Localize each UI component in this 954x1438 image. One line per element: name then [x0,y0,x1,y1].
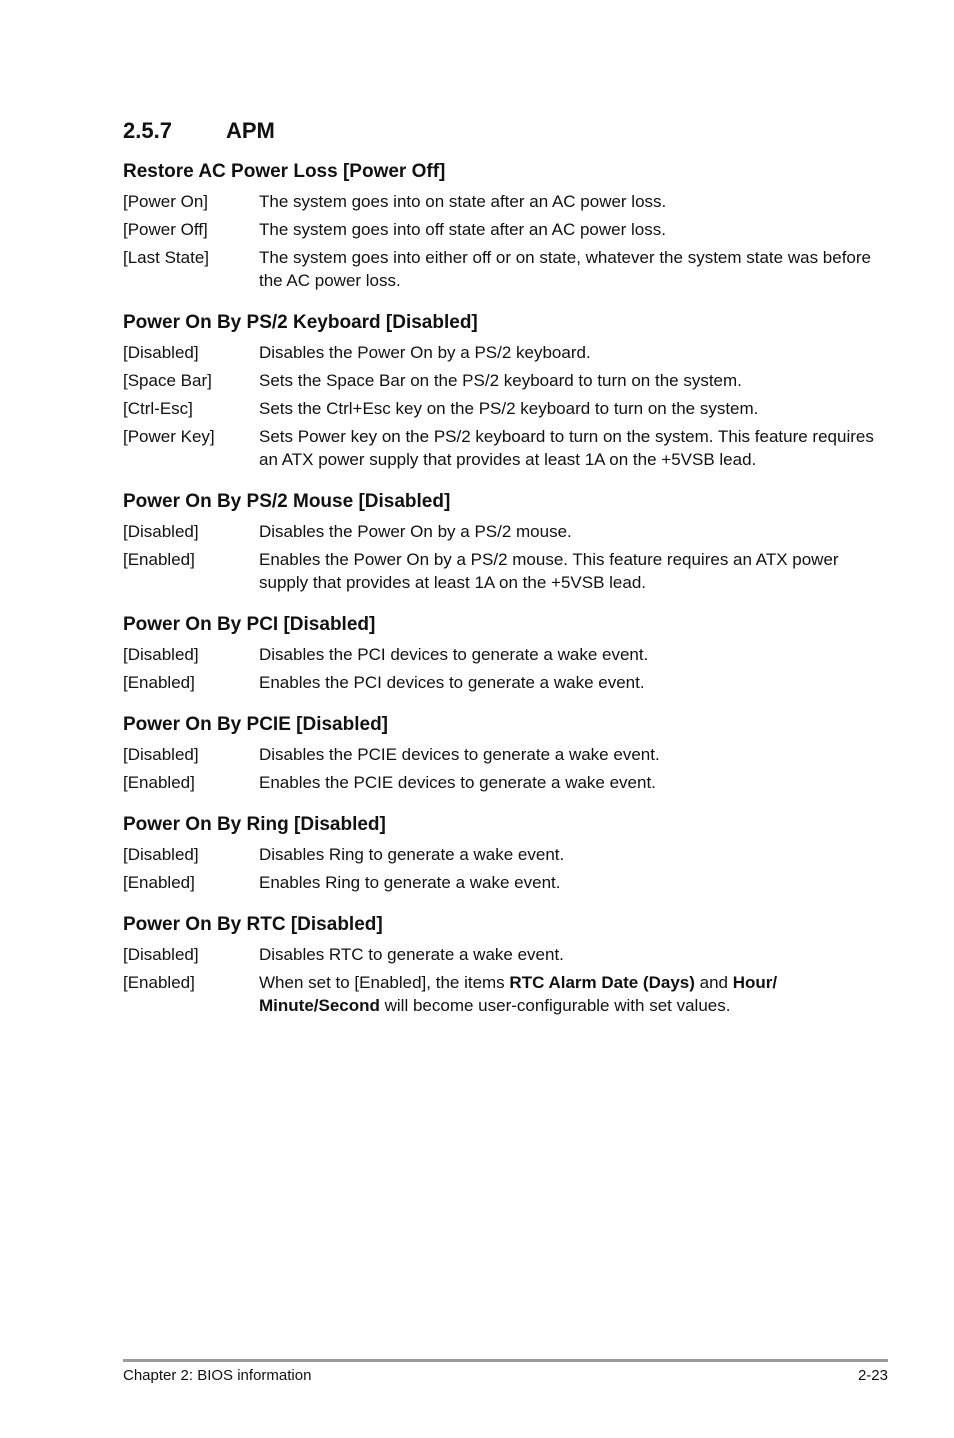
option-description [259,971,888,1017]
option-description: Enables the Power On by a PS/2 mouse. This feature requires an ATX power supply that provides at least 1A on the +5VSB lead. [259,550,839,592]
option-description: Disables the PCI devices to generate a wake event. [259,645,649,664]
manual-page [123,118,888,1036]
option-description: Sets the Ctrl+Esc key on the PS/2 keyboard to turn on the system. [259,399,759,418]
emphasized-item-name: RTC Alarm Date (Days) [509,973,695,992]
option-row [123,246,888,292]
option-row [123,520,888,543]
option-value: [Power Key] [123,427,215,446]
option-row [123,190,888,213]
option-value: [Enabled] [123,873,195,892]
option-value: [Enabled] [123,973,195,992]
option-row [123,548,888,594]
option-row [123,425,888,471]
option-description: Disables the Power On by a PS/2 mouse. [259,522,572,541]
option-value: [Power Off] [123,220,208,239]
setting-block [123,913,888,1017]
option-value: [Last State] [123,248,209,267]
setting-block [123,713,888,794]
option-row [123,671,888,694]
option-row [123,369,888,392]
page-footer [123,1367,888,1384]
option-description: Enables the PCI devices to generate a wake event. [259,673,645,692]
setting-title: Power On By PCIE [Disabled] [123,714,388,735]
option-description: Enables the PCIE devices to generate a wake event. [259,773,656,792]
option-row [123,843,888,866]
option-description: Disables the Power On by a PS/2 keyboard. [259,343,591,362]
option-value: [Power On] [123,192,209,211]
description-text: When set to [Enabled], the items [259,973,510,992]
setting-block [123,613,888,694]
option-description: Enables Ring to generate a wake event. [259,873,561,892]
footer-chapter: Chapter 2: BIOS information [123,1367,312,1384]
setting-title: Power On By Ring [Disabled] [123,814,386,835]
option-row [123,643,888,666]
option-row [123,971,888,1017]
settings-list [123,160,888,1017]
option-row [123,871,888,894]
option-description: Disables the PCIE devices to generate a wake event. [259,745,660,764]
option-value: [Ctrl-Esc] [123,399,193,418]
option-description: Disables Ring to generate a wake event. [259,845,565,864]
setting-block [123,813,888,894]
option-row [123,771,888,794]
option-value: [Disabled] [123,845,199,864]
page-number: 2-23 [857,1367,888,1384]
option-description: Sets Power key on the PS/2 keyboard to turn on the system. This feature requires an ATX power supply that provides at least 1A on the +5VSB lead. [259,427,874,469]
setting-title: Power On By PS/2 Keyboard [Disabled] [123,312,478,333]
setting-block [123,311,888,471]
option-row [123,397,888,420]
option-value: [Disabled] [123,522,199,541]
description-text: will become user-configurable with set values. [379,996,731,1015]
option-row [123,743,888,766]
emphasized-item-name: Hour/ Minute/Second [259,973,782,1015]
setting-block [123,490,888,594]
option-value: [Enabled] [123,673,195,692]
option-value: [Space Bar] [123,371,212,390]
option-value: [Disabled] [123,343,199,362]
option-description: The system goes into off state after an AC power loss. [259,220,666,239]
option-value: [Enabled] [123,773,195,792]
option-description: Disables RTC to generate a wake event. [259,945,564,964]
section-heading [123,118,888,144]
option-row [123,943,888,966]
setting-title: Power On By PS/2 Mouse [Disabled] [123,491,451,512]
setting-title: Restore AC Power Loss [Power Off] [123,161,446,182]
setting-block [123,160,888,292]
option-description: The system goes into on state after an AC power loss. [259,192,667,211]
section-number: 2.5.7 [123,118,172,143]
setting-title: Power On By PCI [Disabled] [123,614,376,635]
option-description: The system goes into either off or on state, whatever the system state was before the AC power loss. [259,248,871,290]
option-value: [Disabled] [123,745,199,764]
setting-title: Power On By RTC [Disabled] [123,914,383,935]
footer-divider [123,1359,888,1362]
option-row [123,341,888,364]
option-value: [Enabled] [123,550,195,569]
description-text: and [694,973,733,992]
option-value: [Disabled] [123,945,199,964]
section-title: APM [226,118,275,143]
option-description: Sets the Space Bar on the PS/2 keyboard to turn on the system. [259,371,742,390]
option-value: [Disabled] [123,645,199,664]
option-row [123,218,888,241]
